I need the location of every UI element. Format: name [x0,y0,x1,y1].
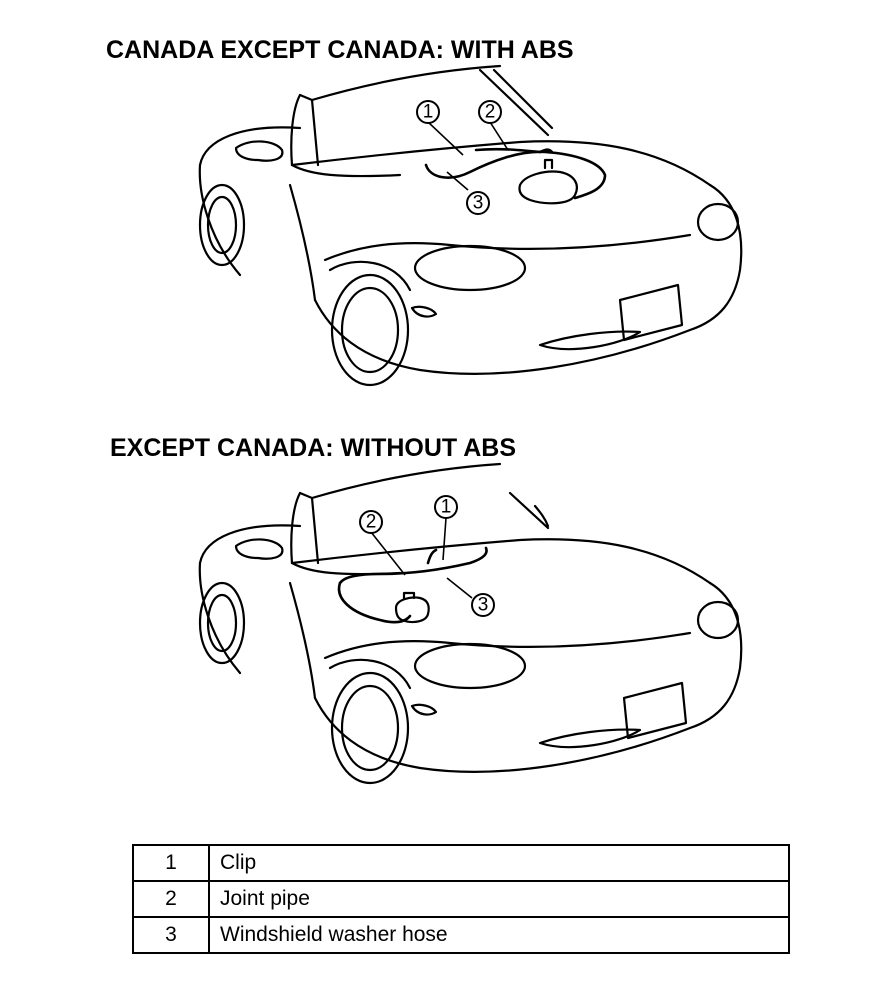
car-body-outline [200,464,741,783]
legend-description: Clip [209,845,789,881]
callouts-without-abs [360,496,494,616]
legend-number: 3 [133,917,209,953]
callout-1-label: 1 [440,496,452,518]
legend-description: Joint pipe [209,881,789,917]
washer-hose-without-abs [339,548,487,622]
callout-1-label: 1 [422,101,434,123]
legend-row [133,881,789,917]
callout-3-label: 3 [477,594,489,616]
legend-description: Windshield washer hose [209,917,789,953]
legend-number: 1 [133,845,209,881]
diagram-title-without-abs: EXCEPT CANADA: WITHOUT ABS [110,434,517,462]
legend-row [133,917,789,953]
legend-number: 2 [133,881,209,917]
callout-3-label: 3 [472,192,484,214]
callout-2-label: 2 [365,511,377,533]
diagram-title-with-abs: CANADA EXCEPT CANADA: WITH ABS [106,36,574,64]
callout-2-label: 2 [484,101,496,123]
legend-row [133,845,789,881]
parts-legend-table [132,844,790,954]
